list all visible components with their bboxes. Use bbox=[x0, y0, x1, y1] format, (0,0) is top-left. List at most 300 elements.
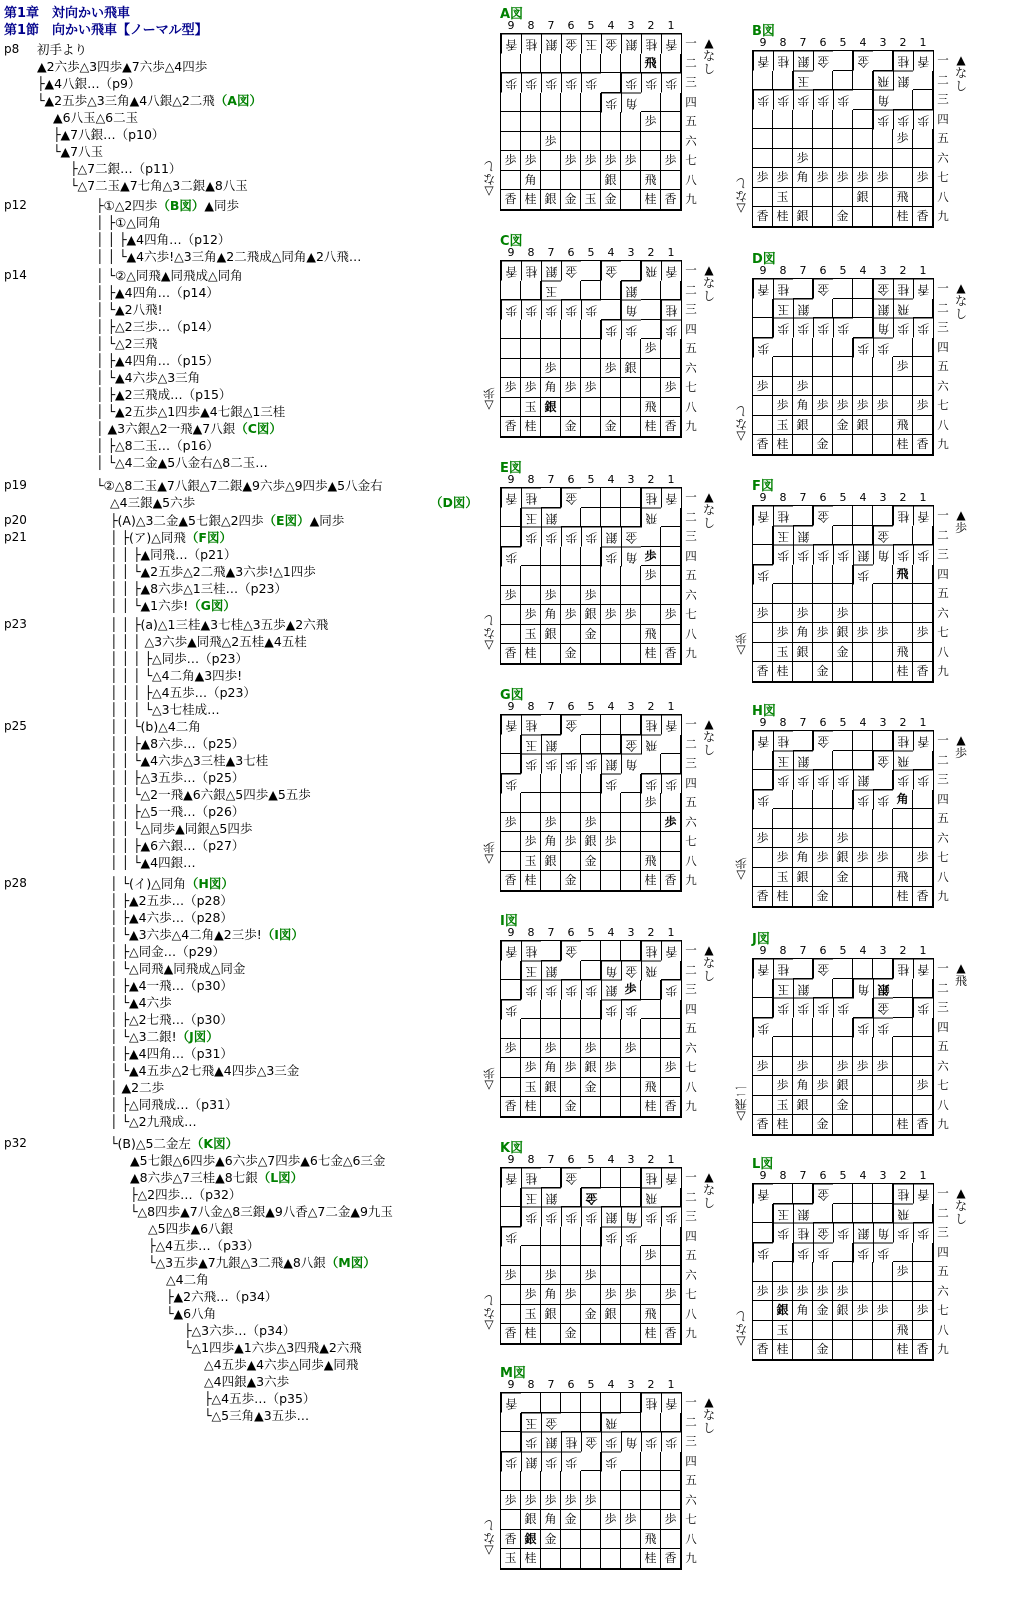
board-square bbox=[853, 71, 873, 91]
board-square bbox=[581, 566, 601, 586]
page-ref: p25 bbox=[4, 719, 27, 733]
board-square bbox=[501, 281, 521, 301]
board-square: 歩 bbox=[753, 565, 773, 585]
row-number: 三 bbox=[937, 772, 949, 786]
move-line bbox=[110, 978, 233, 994]
board-square bbox=[601, 112, 621, 132]
board-label: D図 bbox=[752, 252, 776, 267]
board-square bbox=[833, 1018, 853, 1038]
board-square bbox=[521, 586, 541, 606]
board-square bbox=[813, 338, 833, 358]
board-square: 歩 bbox=[813, 168, 833, 188]
board-square bbox=[913, 1204, 933, 1224]
board-square bbox=[833, 435, 853, 455]
board-square bbox=[561, 54, 581, 74]
board-square bbox=[601, 1078, 621, 1098]
board-square bbox=[621, 793, 641, 813]
column-number: 7 bbox=[799, 944, 807, 957]
figure-ref[interactable]: （L図） bbox=[257, 1170, 304, 1185]
board-square bbox=[753, 998, 773, 1018]
figure-ref[interactable]: （G図） bbox=[188, 598, 236, 613]
board-square bbox=[601, 281, 621, 301]
column-number: 3 bbox=[879, 944, 887, 957]
move-text: │ ├△同飛成…（p31） bbox=[110, 1097, 238, 1112]
shogi-board bbox=[752, 278, 934, 456]
board-square: 香 bbox=[501, 644, 521, 664]
board-square: 歩 bbox=[521, 1432, 541, 1452]
board-square: 金 bbox=[561, 1324, 581, 1344]
board-square bbox=[501, 1207, 521, 1227]
move-line bbox=[96, 455, 268, 471]
figure-ref[interactable]: （H図） bbox=[185, 876, 234, 891]
board-square bbox=[621, 1413, 641, 1433]
board-square: 桂 bbox=[893, 435, 913, 455]
board-square: 角 bbox=[793, 1076, 813, 1096]
row-number: 八 bbox=[685, 172, 697, 187]
board-square: 桂 bbox=[893, 887, 913, 907]
board-square: 香 bbox=[661, 1097, 681, 1117]
board-square: 玉 bbox=[521, 1188, 541, 1208]
board-square bbox=[661, 527, 681, 547]
board-square bbox=[581, 1452, 601, 1472]
board-square bbox=[541, 320, 561, 340]
move-text: │ └(イ)△同角 bbox=[110, 876, 186, 891]
board-square bbox=[913, 90, 933, 110]
column-number: 8 bbox=[527, 1153, 535, 1166]
move-text: │ │ └▲1六歩! bbox=[110, 598, 189, 613]
board-square bbox=[833, 584, 853, 604]
figure-ref[interactable]: （M図） bbox=[325, 1255, 376, 1270]
move-line bbox=[110, 944, 225, 960]
board-square bbox=[913, 129, 933, 149]
board-square bbox=[621, 261, 641, 281]
board-square bbox=[873, 731, 893, 751]
board-square bbox=[581, 1000, 601, 1020]
board-square: 歩 bbox=[601, 605, 621, 625]
board-square bbox=[501, 508, 521, 528]
board-square: 桂 bbox=[773, 279, 793, 299]
row-number: 五 bbox=[937, 359, 949, 373]
board-square bbox=[581, 508, 601, 528]
row-number: 二 bbox=[685, 282, 697, 297]
board-square bbox=[501, 735, 521, 755]
board-square bbox=[773, 357, 793, 377]
board-square: 歩 bbox=[621, 1039, 641, 1059]
board-square: 角 bbox=[621, 754, 641, 774]
board-square bbox=[873, 643, 893, 663]
board-square: 飛 bbox=[893, 751, 913, 771]
board-square bbox=[893, 526, 913, 546]
move-line bbox=[96, 353, 219, 369]
board-square: 銀 bbox=[793, 979, 813, 999]
board-square: 歩 bbox=[621, 73, 641, 93]
move-text: │ └▲4五歩△2七飛▲4四歩△3三金 bbox=[110, 1063, 300, 1078]
move-text: │ │ └△同歩▲同銀△5四歩 bbox=[110, 821, 253, 836]
board-square: 香 bbox=[913, 1184, 933, 1204]
move-text: │ ├▲4六歩…（p28） bbox=[110, 910, 233, 925]
board-square bbox=[893, 1076, 913, 1096]
board-square bbox=[833, 1204, 853, 1224]
row-number: 六 bbox=[685, 814, 697, 829]
row-number: 一 bbox=[937, 961, 949, 975]
board-square: 銀 bbox=[541, 1188, 561, 1208]
column-number: 7 bbox=[799, 36, 807, 49]
sente-hand: ▲なし bbox=[702, 263, 715, 303]
board-square bbox=[641, 527, 661, 547]
board-square bbox=[661, 832, 681, 852]
board-square bbox=[833, 979, 853, 999]
board-square: 歩 bbox=[621, 320, 641, 340]
section-title: 第1節 向かい飛車【ノーマル型】 bbox=[4, 23, 208, 38]
board-square bbox=[621, 1058, 641, 1078]
board-square bbox=[753, 1037, 773, 1057]
board-square bbox=[873, 1184, 893, 1204]
move-text: │ ├▲4四角…（p14） bbox=[96, 285, 219, 300]
board-square bbox=[833, 110, 853, 130]
board-square bbox=[561, 774, 581, 794]
board-square: 歩 bbox=[661, 1207, 681, 1227]
move-line bbox=[130, 1153, 385, 1169]
page-ref: p32 bbox=[4, 1136, 27, 1150]
board-square bbox=[501, 320, 521, 340]
board-square: 桂 bbox=[641, 34, 661, 54]
column-number: 8 bbox=[779, 716, 787, 729]
board-square bbox=[621, 508, 641, 528]
board-square bbox=[541, 566, 561, 586]
board-square bbox=[541, 793, 561, 813]
column-number: 6 bbox=[819, 944, 827, 957]
move-text: │ └▲3六歩△4二角▲2三歩! bbox=[110, 927, 262, 942]
board-square bbox=[561, 1471, 581, 1491]
board-square: 歩 bbox=[521, 1058, 541, 1078]
board-square bbox=[521, 320, 541, 340]
move-line bbox=[96, 215, 161, 231]
board-square bbox=[601, 793, 621, 813]
board-square bbox=[581, 644, 601, 664]
board-square: 角 bbox=[853, 979, 873, 999]
board-square: 玉 bbox=[521, 735, 541, 755]
board-square: 香 bbox=[661, 261, 681, 281]
move-text: └▲2五歩△3三角▲4八銀△2二飛 bbox=[37, 93, 215, 108]
move-text: └△3五歩▲7九銀△3二飛▲8八銀 bbox=[148, 1255, 326, 1270]
move-text: │ └△3二銀! bbox=[110, 1029, 177, 1044]
figure-ref[interactable]: （J図） bbox=[176, 1029, 219, 1044]
board-square: 香 bbox=[913, 435, 933, 455]
board-square: 香 bbox=[661, 488, 681, 508]
row-number: 九 bbox=[685, 646, 697, 660]
move-line bbox=[110, 513, 344, 529]
board-square bbox=[541, 1393, 561, 1413]
board-square: 銀 bbox=[581, 605, 601, 625]
board-square: 歩 bbox=[853, 338, 873, 358]
column-number: 6 bbox=[819, 264, 827, 277]
board-square: 歩 bbox=[893, 110, 913, 130]
board-square bbox=[501, 1413, 521, 1433]
board-square: 飛 bbox=[641, 508, 661, 528]
move-line bbox=[110, 598, 236, 614]
board-square bbox=[521, 1246, 541, 1266]
board-square: 歩 bbox=[813, 318, 833, 338]
board-square: 歩 bbox=[873, 1057, 893, 1077]
board-square: 桂 bbox=[521, 1549, 541, 1569]
row-number: 二 bbox=[937, 300, 949, 315]
board-square: 歩 bbox=[521, 1491, 541, 1511]
board-square: 銀 bbox=[601, 527, 621, 547]
board-square: 歩 bbox=[521, 151, 541, 171]
row-number: 九 bbox=[685, 1551, 697, 1565]
figure-ref[interactable]: （I図） bbox=[261, 927, 304, 942]
column-number: 4 bbox=[607, 1153, 615, 1166]
move-text: │ └▲2五歩△1四歩▲4七銀△1三桂 bbox=[96, 404, 286, 419]
row-number: 一 bbox=[937, 281, 949, 295]
board-square: 銀 bbox=[581, 832, 601, 852]
move-line bbox=[110, 719, 201, 735]
board-square: 歩 bbox=[753, 604, 773, 624]
board-square bbox=[873, 1262, 893, 1282]
board-square bbox=[833, 377, 853, 397]
shogi-board bbox=[500, 714, 682, 892]
board-square: 桂 bbox=[641, 1324, 661, 1344]
board-square bbox=[753, 396, 773, 416]
page-ref: p21 bbox=[4, 530, 27, 544]
board-square: 歩 bbox=[641, 566, 661, 586]
board-square: 玉 bbox=[773, 299, 793, 319]
board-square bbox=[773, 338, 793, 358]
move-text: │ ├△2七飛…（p30） bbox=[110, 1012, 233, 1027]
board-square bbox=[853, 584, 873, 604]
board-square: 香 bbox=[501, 1324, 521, 1344]
figure-ref[interactable]: （E図） bbox=[263, 513, 310, 528]
board-square bbox=[641, 93, 661, 113]
board-square bbox=[601, 488, 621, 508]
board-square bbox=[793, 565, 813, 585]
board-square bbox=[753, 1204, 773, 1224]
board-square: 香 bbox=[661, 941, 681, 961]
board-square: 角 bbox=[893, 790, 913, 810]
board-square bbox=[581, 1285, 601, 1305]
move-text: │ │ │ └△4二角▲3四歩! bbox=[110, 668, 243, 683]
board-square bbox=[873, 868, 893, 888]
board-square: 銀 bbox=[601, 1207, 621, 1227]
board-square bbox=[501, 852, 521, 872]
board-square: 香 bbox=[753, 435, 773, 455]
column-number: 2 bbox=[647, 1153, 655, 1166]
board-square bbox=[641, 378, 661, 398]
board-square bbox=[853, 809, 873, 829]
move-line bbox=[130, 1204, 393, 1220]
move-text: │ ▲2二歩 bbox=[110, 1080, 165, 1095]
board-square: 歩 bbox=[913, 998, 933, 1018]
board-square: 飛 bbox=[641, 852, 661, 872]
board-square bbox=[913, 979, 933, 999]
board-square bbox=[661, 1266, 681, 1286]
shogi-board bbox=[752, 730, 934, 908]
figure-ref[interactable]: （F図） bbox=[185, 530, 232, 545]
page-ref: p23 bbox=[4, 617, 27, 631]
board-square bbox=[661, 754, 681, 774]
board-square bbox=[501, 1188, 521, 1208]
board-square: 銀 bbox=[793, 51, 813, 71]
move-text: └▲7八玉 bbox=[53, 144, 104, 159]
board-square bbox=[913, 526, 933, 546]
move-text: ├①△2四歩 bbox=[96, 198, 158, 213]
board-square: 玉 bbox=[521, 1305, 541, 1325]
figure-ref[interactable]: （K図） bbox=[190, 1136, 239, 1151]
row-number: 二 bbox=[937, 752, 949, 767]
board-square bbox=[913, 790, 933, 810]
board-square: 桂 bbox=[893, 207, 913, 227]
board-square: 歩 bbox=[893, 318, 913, 338]
board-square: 歩 bbox=[853, 1243, 873, 1263]
board-square bbox=[873, 809, 893, 829]
board-square bbox=[661, 1078, 681, 1098]
board-square bbox=[641, 605, 661, 625]
board-square: 金 bbox=[561, 1510, 581, 1530]
move-text: │ │ └▲2五歩△2二飛▲3六歩!△1四歩 bbox=[110, 564, 316, 579]
board-square: 香 bbox=[913, 279, 933, 299]
row-number: 八 bbox=[937, 1322, 949, 1337]
column-number: 5 bbox=[839, 944, 847, 957]
board-square: 歩 bbox=[833, 829, 853, 849]
board-square: 金 bbox=[601, 34, 621, 54]
board-square bbox=[813, 377, 833, 397]
board-square: 歩 bbox=[833, 396, 853, 416]
board-square bbox=[541, 1324, 561, 1344]
board-square: 歩 bbox=[813, 545, 833, 565]
move-line bbox=[184, 1340, 362, 1356]
column-number: 4 bbox=[859, 1169, 867, 1182]
board-square bbox=[813, 129, 833, 149]
board-square: 金 bbox=[833, 868, 853, 888]
board-square: 歩 bbox=[661, 320, 681, 340]
board-square bbox=[621, 813, 641, 833]
board-square bbox=[793, 1340, 813, 1360]
board-square bbox=[853, 357, 873, 377]
board-square: 歩 bbox=[601, 1285, 621, 1305]
board-square bbox=[793, 731, 813, 751]
board-square: 桂 bbox=[893, 506, 913, 526]
board-square bbox=[893, 584, 913, 604]
board-square: 歩 bbox=[853, 1301, 873, 1321]
board-square bbox=[641, 151, 661, 171]
board-square: 歩 bbox=[501, 586, 521, 606]
board-square bbox=[601, 1530, 621, 1550]
board-square: 香 bbox=[501, 34, 521, 54]
column-number: 3 bbox=[627, 926, 635, 939]
sente-hand: ▲なし bbox=[702, 943, 715, 983]
board-square bbox=[833, 1115, 853, 1135]
board-square: 歩 bbox=[601, 547, 621, 567]
board-square: 歩 bbox=[661, 378, 681, 398]
board-square: 歩 bbox=[661, 73, 681, 93]
board-square: 桂 bbox=[521, 488, 541, 508]
board-square bbox=[893, 623, 913, 643]
figure-ref[interactable]: （B図） bbox=[157, 198, 205, 213]
board-square: 歩 bbox=[561, 378, 581, 398]
board-square bbox=[561, 112, 581, 132]
column-number: 5 bbox=[587, 19, 595, 32]
board-square: 銀 bbox=[621, 281, 641, 301]
figure-ref[interactable]: （A図） bbox=[214, 93, 262, 108]
board-square bbox=[661, 1188, 681, 1208]
board-square bbox=[813, 416, 833, 436]
move-text: ├△4五歩…（p35） bbox=[204, 1391, 316, 1406]
column-number: 8 bbox=[527, 246, 535, 259]
board-square bbox=[641, 1452, 661, 1472]
move-text: ▲2六歩△3四歩▲7六歩△4四歩 bbox=[37, 59, 208, 74]
board-square bbox=[641, 1285, 661, 1305]
row-number: 五 bbox=[937, 1264, 949, 1278]
board-square: 桂 bbox=[893, 1340, 913, 1360]
column-number: 8 bbox=[779, 264, 787, 277]
board-square: 歩 bbox=[893, 1262, 913, 1282]
board-square: 銀 bbox=[793, 643, 813, 663]
board-square: 歩 bbox=[601, 93, 621, 113]
board-square: 玉 bbox=[541, 281, 561, 301]
board-square: 銀 bbox=[793, 1204, 813, 1224]
board-square bbox=[561, 1393, 581, 1413]
board-square: 歩 bbox=[601, 774, 621, 794]
gote-hand: △なし bbox=[735, 1308, 748, 1349]
board-square bbox=[853, 662, 873, 682]
board-square bbox=[641, 980, 661, 1000]
row-number: 四 bbox=[937, 1019, 949, 1034]
column-number: 4 bbox=[859, 264, 867, 277]
board-square bbox=[813, 1018, 833, 1038]
board-square bbox=[501, 1305, 521, 1325]
board-square bbox=[913, 299, 933, 319]
board-square bbox=[661, 508, 681, 528]
row-number: 五 bbox=[685, 1021, 697, 1035]
row-number: 二 bbox=[937, 1205, 949, 1220]
board-square bbox=[501, 54, 521, 74]
board-square: 歩 bbox=[601, 1058, 621, 1078]
board-square bbox=[561, 625, 581, 645]
board-square: 歩 bbox=[541, 980, 561, 1000]
board-label: J図 bbox=[752, 932, 770, 947]
board-square bbox=[561, 961, 581, 981]
board-square bbox=[873, 51, 893, 71]
figure-ref[interactable]: （C図） bbox=[235, 421, 282, 436]
row-number: 一 bbox=[685, 1395, 697, 1409]
board-square: 金 bbox=[561, 488, 581, 508]
board-square: 歩 bbox=[753, 1243, 773, 1263]
board-square: 歩 bbox=[581, 1491, 601, 1511]
row-number: 四 bbox=[937, 566, 949, 581]
board-square bbox=[793, 129, 813, 149]
board-square: 歩 bbox=[773, 1282, 793, 1302]
board-square: 歩 bbox=[813, 1243, 833, 1263]
board-square: 歩 bbox=[893, 770, 913, 790]
board-square bbox=[853, 1321, 873, 1341]
column-number: 6 bbox=[819, 716, 827, 729]
board-square: 香 bbox=[661, 871, 681, 891]
column-number: 5 bbox=[587, 473, 595, 486]
board-square bbox=[621, 132, 641, 152]
board-square: 歩 bbox=[521, 378, 541, 398]
board-square bbox=[833, 129, 853, 149]
column-number: 6 bbox=[567, 473, 575, 486]
column-number: 6 bbox=[567, 700, 575, 713]
move-line bbox=[110, 821, 252, 837]
board-square: 角 bbox=[793, 848, 813, 868]
board-square: 歩 bbox=[793, 149, 813, 169]
board-square: 玉 bbox=[793, 71, 813, 91]
board-square: 歩 bbox=[753, 338, 773, 358]
figure-ref[interactable]: （D図） bbox=[430, 495, 478, 510]
board-square bbox=[661, 547, 681, 567]
board-square: 歩 bbox=[601, 1000, 621, 1020]
